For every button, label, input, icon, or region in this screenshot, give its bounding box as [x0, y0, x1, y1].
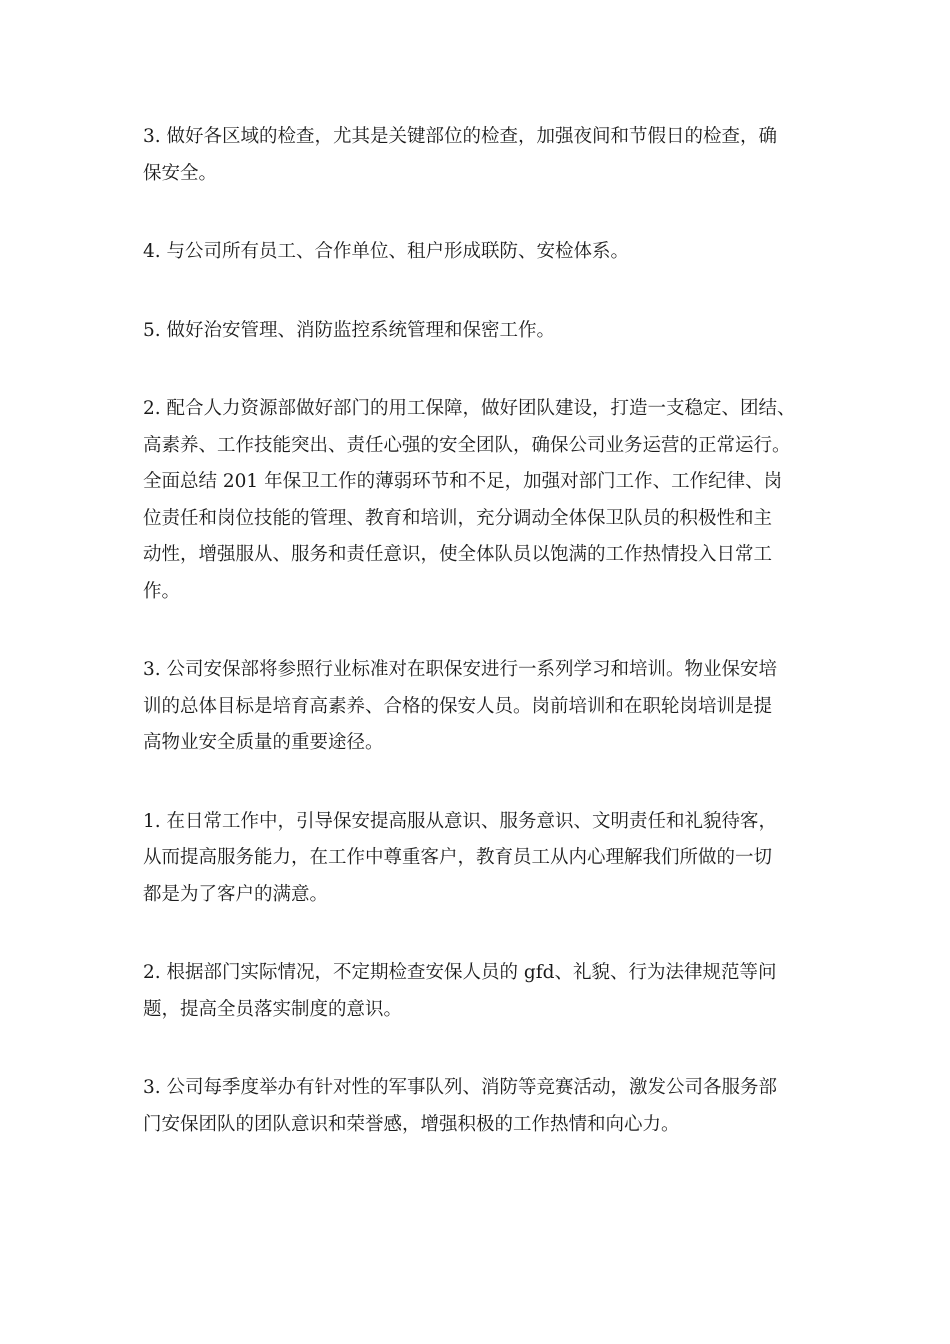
- paragraph-4: [143, 391, 807, 610]
- paragraph-6: [143, 804, 807, 914]
- text-line: 3. 公司安保部将参照行业标准对在职保安进行一系列学习和培训。物业保安培: [143, 659, 778, 680]
- text-line: 位责任和岗位技能的管理、教育和培训，充分调动全体保卫队员的积极性和主: [143, 507, 773, 529]
- text-line: 题，提高全员落实制度的意识。: [143, 998, 403, 1020]
- text-line: 动性，增强服从、服务和责任意识，使全体队员以饱满的工作热情投入日常工: [143, 544, 773, 565]
- paragraph-8: [143, 1070, 807, 1143]
- paragraph-3: [143, 313, 807, 350]
- text-line: 3. 公司每季度举办有针对性的军事队列、消防等竞赛活动，激发公司各服务部: [143, 1077, 778, 1098]
- text-line: 保安全。: [143, 162, 218, 184]
- text-line: 高物业安全质量的重要途径。: [143, 732, 384, 753]
- text-line: 2. 配合人力资源部做好部门的用工保障，做好团队建设，打造一支稳定、团结、: [143, 398, 796, 419]
- text-line: 3. 做好各区域的检查，尤其是关键部位的检查，加强夜间和节假日的检查，确: [143, 126, 778, 147]
- paragraph-5: [143, 652, 807, 762]
- text-line: 全面总结 201 年保卫工作的薄弱环节和不足，加强对部门工作、工作纪律、岗: [143, 471, 783, 492]
- text-line: 5. 做好治安管理、消防监控系统管理和保密工作。: [143, 319, 556, 341]
- text-line: 2. 根据部门实际情况，不定期检查安保人员的 gfd、礼貌、行为法律规范等问: [143, 962, 777, 983]
- paragraph-7: [143, 955, 807, 1028]
- text-line: 门安保团队的团队意识和荣誉感，增强积极的工作热情和向心力。: [143, 1113, 680, 1135]
- text-line: 高素养、工作技能突出、责任心强的安全团队，确保公司业务运营的正常运行。: [143, 434, 791, 456]
- text-line: 都是为了客户的满意。: [143, 883, 329, 905]
- text-line: 作。: [143, 580, 181, 602]
- text-line: 4. 与公司所有员工、合作单位、租户形成联防、安检体系。: [143, 241, 630, 262]
- paragraph-2: [143, 234, 807, 271]
- text-line: 训的总体目标是培育高素养、合格的保安人员。岗前培训和在职轮岗培训是提: [143, 695, 773, 717]
- text-line: 1. 在日常工作中，引导保安提高服从意识、服务意识、文明责任和礼貌待客，: [143, 810, 778, 832]
- text-line: 从而提高服务能力，在工作中尊重客户，教育员工从内心理解我们所做的一切: [143, 847, 773, 868]
- paragraph-1: [143, 119, 807, 192]
- document-body: [143, 119, 807, 1185]
